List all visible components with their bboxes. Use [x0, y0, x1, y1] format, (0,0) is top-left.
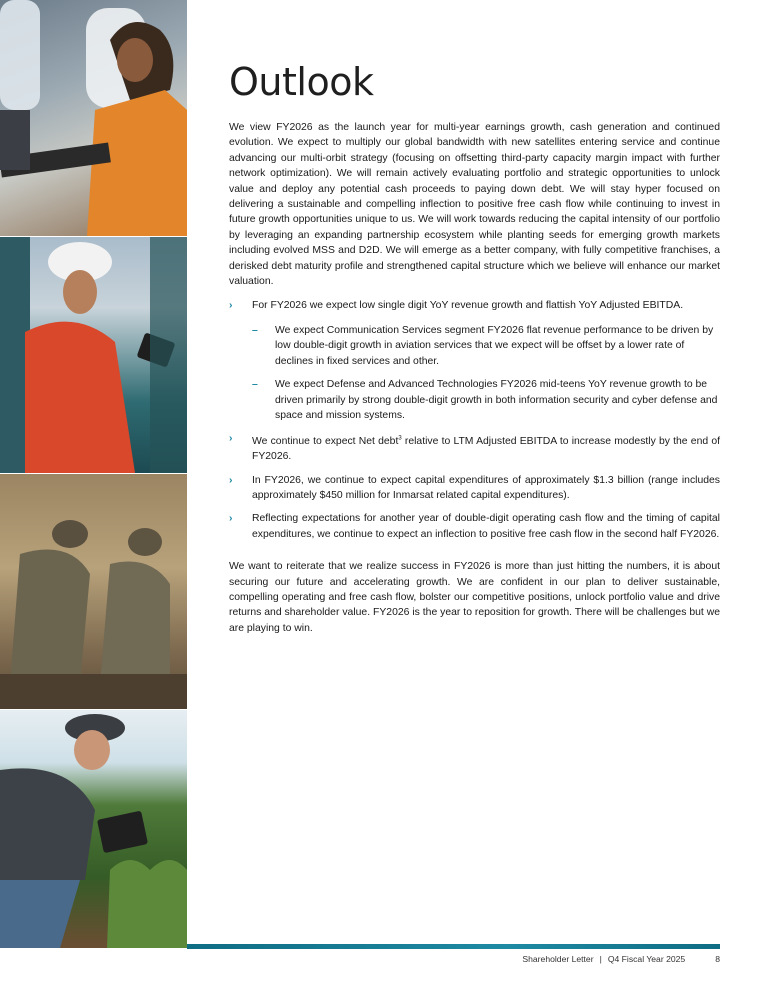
photo-column [0, 0, 187, 948]
chevron-right-icon: › [229, 300, 233, 312]
sub-bullet-item [252, 323, 720, 369]
page-title: Outlook [229, 60, 374, 104]
page-number: 8 [715, 954, 720, 964]
footer-period: Q4 Fiscal Year 2025 [607, 954, 686, 964]
chevron-right-icon: › [229, 513, 233, 525]
photo-airplane-passenger [0, 0, 187, 236]
chevron-right-icon: › [229, 433, 233, 445]
bullet-item [229, 298, 720, 423]
intro-paragraph: We view FY2026 as the launch year for multi-year earnings growth, cash generation and continued evolution. We expect to multiply our global bandwidth with new satellites entering service and continue advancing our multi-orbit strategy (focusing on offsetting third-party capacity margin impact with further network optimization). We will remain actively evaluating portfolio and strategic opportunities to unlock value and deploy any potential cash proceeds to paying down debt. We will stay hyper focused on delivering a sustainable and compelling inflection to positive free cash flow while continuing to invest in future growth opportunities unique to us. We will work towards reducing the capital intensity of our portfolio by leveraging an expanding partnership ecosystem while planting seeds for emerging growth markets including evolved MSS and D2D. We will emerge as a better company, with fully competitive franchises, a derisked debt maturity profile and strengthened capital structure which we believe will enhance our market valuation. [229, 122, 720, 288]
bullet-text: For FY2026 we expect low single digit YoY revenue growth and flattish YoY Adjusted EBITDA. [252, 300, 684, 312]
footer-rule [187, 944, 720, 949]
sub-bullet-item [252, 377, 720, 423]
chevron-right-icon: › [229, 474, 233, 486]
bullet-text: We continue to expect Net debt$^3$ relative to LTM Adjusted EBITDA to increase modestly by the end of FY2026. [252, 435, 720, 463]
main-content [229, 60, 720, 636]
dash-icon: – [252, 324, 258, 336]
sub-bullet-text: We expect Defense and Advanced Technologies FY2026 mid-teens YoY revenue growth to be driven primarily by strong double-digit growth in both information security and cyber defense and space and mission systems. [275, 379, 718, 421]
bullet-item [229, 511, 720, 542]
photo-farmer [0, 710, 187, 948]
bullet-item [229, 473, 720, 504]
footer-document-name: Shareholder Letter [522, 954, 594, 964]
bullet-text: Reflecting expectations for another year of double-digit operating cash flow and the timing of capital expenditures, we continue to expect an inflection to positive free cash flow in the second half FY2026. [252, 513, 720, 540]
photo-soldiers [0, 474, 187, 709]
page-footer [522, 954, 720, 964]
footer-separator: | [599, 954, 602, 964]
bullet-text: In FY2026, we continue to expect capital expenditures of approximately $1.3 billion (range includes approximately $450 million for Inmarsat related capital expenditures). [252, 474, 720, 501]
sub-bullet-list [252, 323, 720, 423]
photo-ship-worker [0, 237, 187, 473]
outlook-bullet-list [229, 298, 720, 542]
sub-bullet-text: We expect Communication Services segment FY2026 flat revenue performance to be driven by low double-digit growth in aviation services that we expect will be offset by a lower rate of declines in fixed services and other. [275, 324, 714, 367]
closing-paragraph: We want to reiterate that we realize success in FY2026 is more than just hitting the numbers, it is about securing our future and accelerating growth. We are confident in our plan to deliver sustainable, compelling operating and free cash flow, bolster our competitive positions, unlock portfolio value and drive returns and shareholder value. FY2026 is the year to reposition for growth. There will be challenges but we are playing to win. [229, 561, 720, 634]
footnote-ref: 3 [398, 435, 402, 442]
bullet-item [229, 431, 720, 464]
dash-icon: – [252, 379, 258, 391]
